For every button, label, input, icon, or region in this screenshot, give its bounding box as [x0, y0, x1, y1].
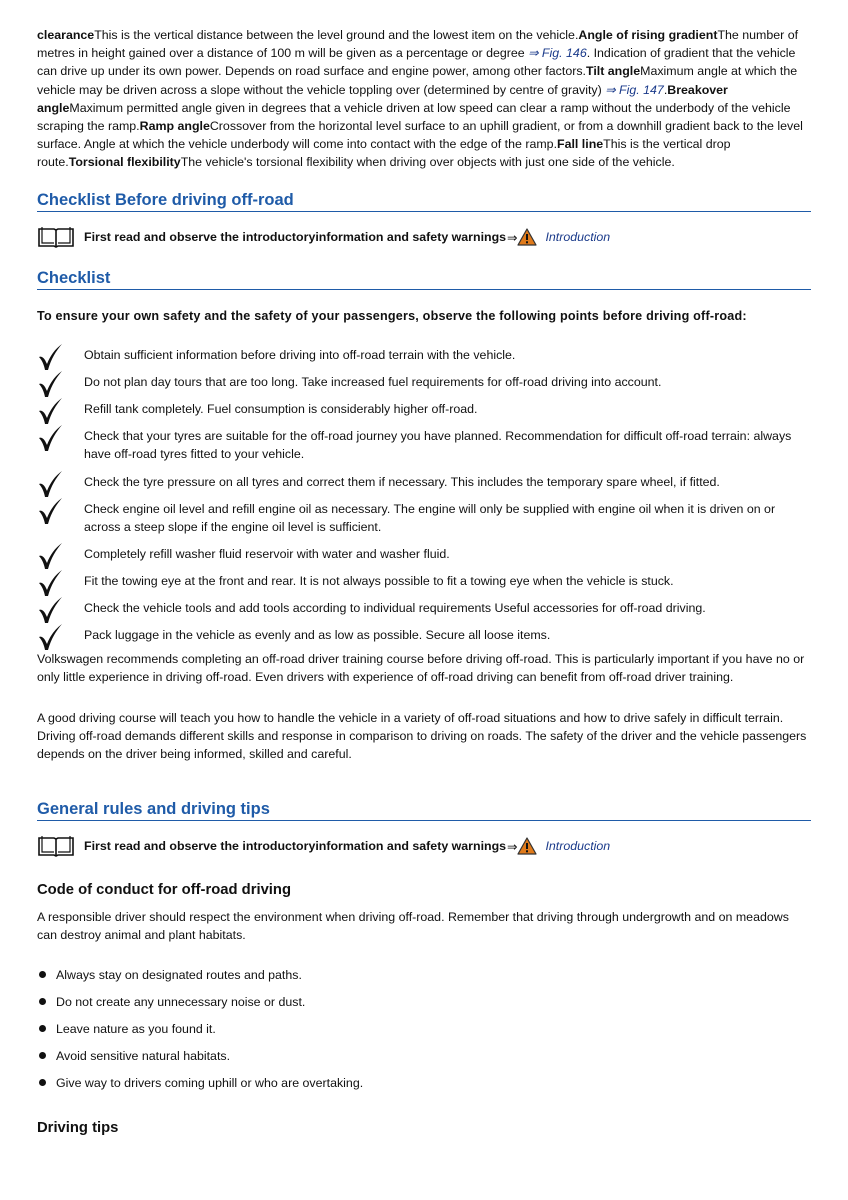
definition-text: Crossover from the horizontal level surface to an uphill gradient, or from a downhill gradient back to the level surface. Angle at which the vehicle underbody will come into contact with the edge of the ramp. — [37, 119, 803, 152]
code-of-conduct-paragraph: A responsible driver should respect the environment when driving off-road. Remember that driving through undergrowth and on meadows can destroy animal and plant habitats. — [37, 910, 789, 943]
bullet-dot — [39, 1052, 46, 1059]
term-breakover-angle: Breakover angle — [37, 82, 728, 115]
list-item-text: Always stay on designated routes and paths. — [56, 968, 302, 982]
training-recommendation-paragraph: Volkswagen recommends completing an off-road driver training course before driving off-road. This is particularly important if you have no or only little experience in driving off-road. Even drivers with experience of off-road driving can benefit from off-road driver training. — [37, 652, 805, 685]
checklist-item-text: Refill tank completely. Fuel consumption is considerably higher off-road. — [84, 402, 478, 416]
checklist-item-text: Check that your tyres are suitable for the off-road journey you have planned. Recommendation for difficult off-road terrain: always have off-road tyres fitted to your vehicle. — [84, 429, 792, 462]
checklist-item-text: Completely refill washer fluid reservoir with water and washer fluid. — [84, 547, 450, 561]
checkmark-icon — [37, 344, 63, 370]
bullet-dot — [39, 1025, 46, 1032]
subheading-driving-tips: Driving tips — [37, 1120, 119, 1136]
checkmark-icon — [37, 398, 63, 424]
section-heading-checklist: Checklist — [37, 268, 811, 290]
definition-text: Maximum permitted angle given in degrees that a vehicle driven at low speed can clear a ramp without the underbody of the vehicle scraping the ramp. — [37, 100, 791, 134]
arrow-glyph: ⇒ — [507, 230, 518, 245]
section-heading-checklist-before: Checklist Before driving off-road — [37, 190, 811, 212]
read-first-notice — [37, 226, 610, 248]
checkmark-icon — [37, 425, 63, 451]
checklist-lead: To ensure your own safety and the safety of your passengers, observe the following points before driving off-road: — [37, 309, 747, 323]
checklist-item-text: Check the vehicle tools and add tools according to individual requirements Useful accessories for off-road driving. — [84, 601, 706, 615]
warning-triangle-icon — [517, 228, 537, 246]
checklist-item-text: Obtain sufficient information before driving into off-road terrain with the vehicle. — [84, 348, 516, 362]
checklist-item-text: Fit the towing eye at the front and rear. It is not always possible to fit a towing eye when the vehicle is stuck. — [84, 574, 674, 588]
definition-text: The vehicle's torsional flexibility when driving over objects with just one side of the vehicle. — [180, 155, 675, 170]
book-icon — [37, 226, 75, 248]
term-fall-line: Fall line — [557, 137, 604, 152]
term-torsional-flexibility: Torsional flexibility — [68, 155, 181, 170]
introduction-link[interactable]: Introduction — [545, 839, 611, 853]
checkmark-icon — [37, 624, 63, 650]
definition-text: . — [663, 82, 668, 97]
checklist-item-text: Do not plan day tours that are too long. Take increased fuel requirements for off-road driving into account. — [84, 375, 662, 389]
checkmark-icon — [37, 471, 63, 497]
arrow-glyph: ⇒ — [507, 839, 518, 854]
checkmark-icon — [37, 543, 63, 569]
term-rising-gradient: Angle of rising gradient — [578, 28, 718, 42]
read-first-notice — [37, 835, 610, 857]
checkmark-icon — [37, 498, 63, 524]
checklist-item-text: Check engine oil level and refill engine oil as necessary. The engine will only be supplied with engine oil when it is driven on or across a steep slope if the engine oil level is sufficient. — [84, 502, 776, 535]
checkmark-icon — [37, 597, 63, 623]
bullet-dot — [39, 998, 46, 1005]
definition-text: This is the vertical drop route. — [37, 137, 731, 170]
term-clearance: clearance — [37, 28, 95, 42]
term-tilt-angle: Tilt angle — [585, 64, 641, 79]
list-item-text: Avoid sensitive natural habitats. — [56, 1049, 231, 1063]
list-item-text: Do not create any unnecessary noise or dust. — [56, 995, 306, 1009]
driving-course-paragraph: A good driving course will teach you how to handle the vehicle in a variety of off-road situations and how to drive safely in difficult terrain. Driving off-road demands different skills and response in comparison to driving on roads. The safety of the driver and the vehicle passengers depends on the driver being informed, skilled and careful. — [37, 711, 807, 762]
definition-text: The number of metres in height gained over a distance of 100 m will be given as a percentage or degree — [37, 28, 799, 61]
read-first-text: First read and observe the introductoryinformation and safety warnings — [84, 230, 507, 244]
subheading-code-of-conduct: Code of conduct for off-road driving — [37, 882, 291, 898]
term-ramp-angle: Ramp angle — [139, 119, 210, 134]
figure-link-146[interactable]: ⇒ Fig. 146 — [528, 46, 587, 61]
checklist-item-text: Pack luggage in the vehicle as evenly and as low as possible. Secure all loose items. — [84, 628, 551, 642]
bullet-dot — [39, 1079, 46, 1086]
checkmark-icon — [37, 570, 63, 596]
bullet-dot — [39, 971, 46, 978]
book-icon — [37, 835, 75, 857]
introduction-link[interactable]: Introduction — [545, 230, 611, 244]
list-item-text: Give way to drivers coming uphill or who are overtaking. — [56, 1076, 364, 1090]
read-first-text: First read and observe the introductoryinformation and safety warnings — [84, 839, 507, 853]
definition-text: Maximum angle at which the vehicle may be driven across a slope without the vehicle toppling over (determined by centre of gravity) — [37, 64, 798, 97]
checkmark-icon — [37, 371, 63, 397]
definitions-paragraph — [37, 26, 812, 172]
checklist-item-text: Check the tyre pressure on all tyres and correct them if necessary. This includes the temporary spare wheel, if fitted. — [84, 475, 720, 489]
definition-text: This is the vertical distance between the level ground and the lowest item on the vehicle. — [94, 28, 579, 42]
section-heading-general-rules: General rules and driving tips — [37, 799, 811, 821]
definition-text: . Indication of gradient that the vehicle can drive up under its own power. Depends on road surface and engine power, among other factors. — [37, 46, 796, 79]
figure-link-147[interactable]: ⇒ Fig. 147 — [605, 82, 664, 97]
warning-triangle-icon — [517, 837, 537, 855]
list-item-text: Leave nature as you found it. — [56, 1022, 216, 1036]
